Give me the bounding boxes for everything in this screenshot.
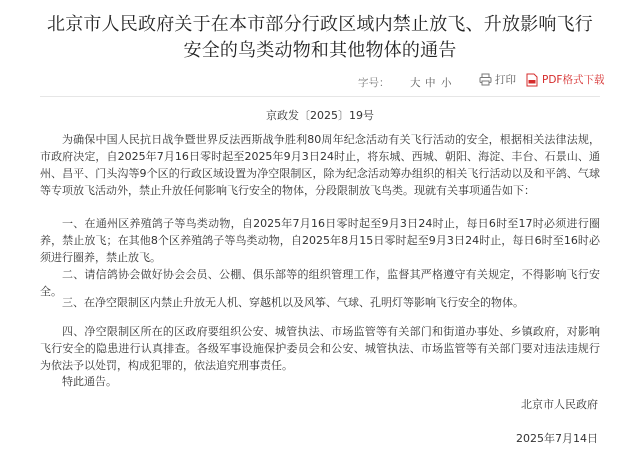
font-size-label: 字号： bbox=[358, 77, 390, 89]
font-size-medium-button[interactable]: 中 bbox=[425, 77, 436, 89]
font-size-small-button[interactable]: 小 bbox=[441, 77, 452, 89]
notice-title: 北京市人民政府关于在本市部分行政区域内禁止放飞、升放影响飞行安全的鸟类动物和其他物体的通告 bbox=[47, 14, 593, 61]
paragraph-closing: 特此通告。 bbox=[62, 375, 117, 388]
paragraph-intro: 为确保中国人民抗日战争暨世界反法西斯战争胜利80周年纪念活动有关飞行活动的安全，根据相关法律法规，市政府决定，自2025年7月16日零时起至2025年9月3日24时止，将东城、西城、朝阳、海淀、丰台、石景山、通州、昌平、门头沟等9个区的行政区域设置为净空限制区，除为纪念活动筹办组织的相关飞行活动以及和平鸽、气球等专项放飞活动外，禁止升放任何影响飞行安全的物体，分段限制放飞鸟类。现就有关事项通告如下： bbox=[40, 133, 600, 197]
toolbar-divider bbox=[40, 96, 600, 97]
print-label: 打印 bbox=[495, 74, 516, 86]
paragraph-item-2: 二、请信鸽协会做好协会会员、公棚、俱乐部等的组织管理工作，监督其严格遵守有关规定，不得影响飞行安全。 bbox=[40, 268, 600, 298]
document-number: 京政发〔2025〕19号 bbox=[266, 109, 374, 122]
article-toolbar bbox=[0, 72, 640, 94]
paragraph-item-4: 四、净空限制区所在的区政府要组织公安、城管执法、市场监管等有关部门和街道办事处、乡镇政府，对影响飞行安全的隐患进行认真排查。各级军事设施保护委员会和公安、城管执法、市场监管等有关部门要对违法违规行为依法予以处罚，构成犯罪的，依法追究刑事责任。 bbox=[40, 325, 600, 372]
print-button[interactable] bbox=[478, 72, 516, 87]
pdf-download-label: PDF格式下载 bbox=[542, 74, 605, 86]
issuer-signature: 北京市人民政府 bbox=[521, 398, 598, 411]
paragraph-item-1: 一、在通州区养殖鸽子等鸟类动物，自2025年7月16日零时起至9月3日24时止，每日6时至17时必须进行圈养，禁止放飞；在其他8个区养殖鸽子等鸟类动物，自2025年8月15日零时起至9月3日24时止，每日6时至16时必须进行圈养，禁止放飞。 bbox=[40, 217, 600, 264]
pdf-file-icon bbox=[525, 73, 539, 87]
font-size-large-button[interactable]: 大 bbox=[410, 77, 421, 89]
pdf-download-button[interactable] bbox=[525, 72, 604, 87]
issue-date: 2025年7月14日 bbox=[516, 432, 598, 445]
printer-icon bbox=[478, 73, 492, 87]
paragraph-item-3: 三、在净空限制区内禁止升放无人机、穿越机以及风筝、气球、孔明灯等影响飞行安全的物体。 bbox=[62, 296, 524, 309]
